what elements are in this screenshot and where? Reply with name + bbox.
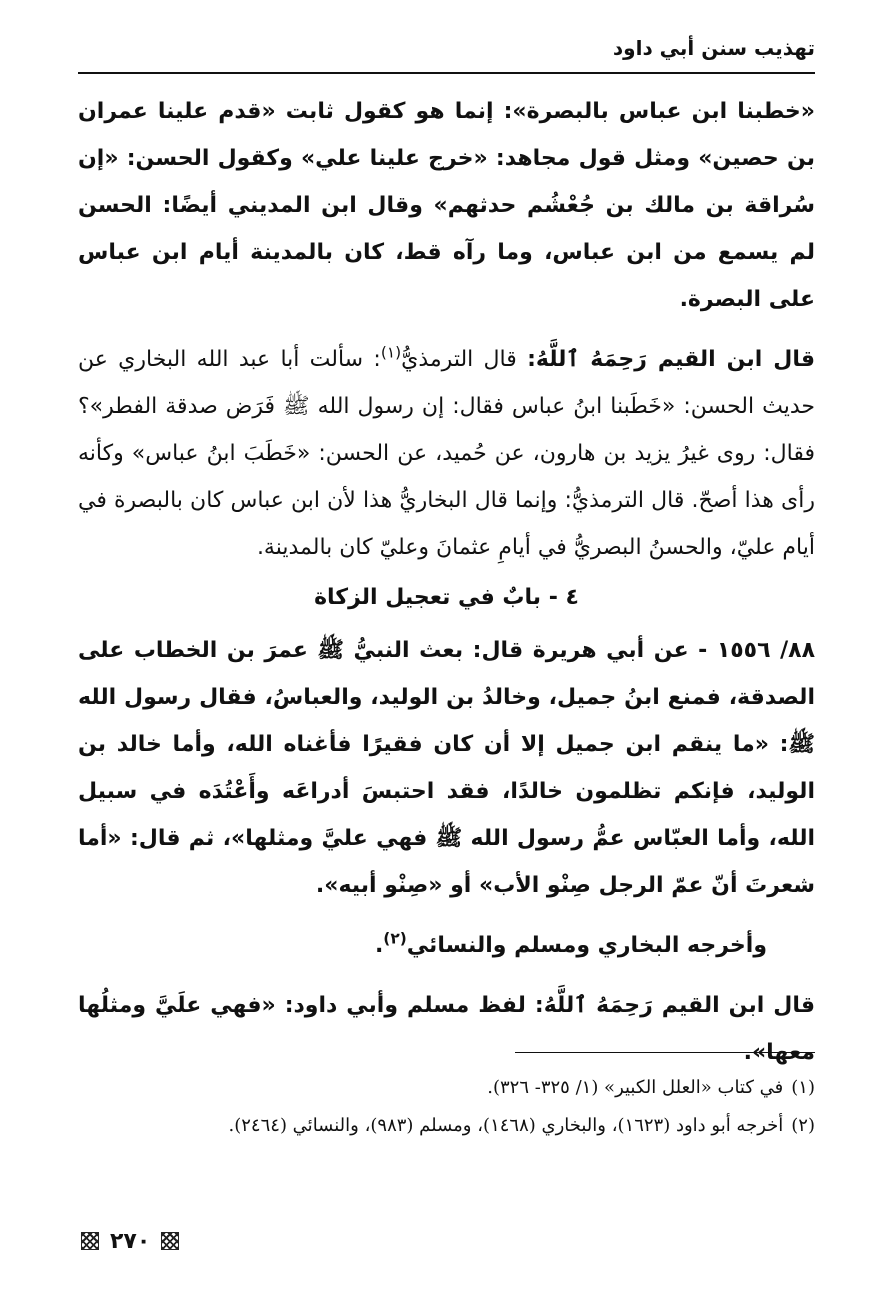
chapter-number: ٤ bbox=[565, 585, 579, 610]
chapter-title: بابٌ في تعجيل الزكاة bbox=[314, 585, 542, 610]
running-header bbox=[78, 30, 815, 74]
footnotes bbox=[78, 1052, 815, 1145]
footnote-2-text: أخرجه أبو داود (١٦٢٣)، والبخاري (١٤٦٨)، ومسلم (٩٨٣)، والنسائي (٢٤٦٤). bbox=[228, 1115, 784, 1136]
footnote-rule bbox=[515, 1052, 815, 1053]
running-title: تهذيب سنن أبي داود bbox=[612, 36, 815, 60]
takhrij-line bbox=[78, 922, 815, 969]
paragraph-1-text: «خطبنا ابن عباس بالبصرة»: إنما هو كقول ثابت «قدم علينا عمران بن حصين» ومثل قول مجاهد: «خرج علينا علي» وكقول الحسن: «إن سُراقة بن مالك بن جُعْشُم حدثهم» وقال ابن المديني أيضًا: الحسن لم يسمع من ابن عباس، وما رآه قط، كان بالمدينة أيام ابن عباس على البصرة. bbox=[78, 99, 815, 312]
ornament-left-icon bbox=[78, 1229, 102, 1253]
footnote-2-number: (٢) bbox=[791, 1115, 815, 1136]
closing-lead: قال ابن القيم رَحِمَهُ ٱللَّهُ: bbox=[534, 993, 815, 1018]
footnote-ref-1[interactable]: (١) bbox=[380, 343, 402, 362]
chapter-heading bbox=[78, 575, 815, 621]
paragraph-1 bbox=[78, 88, 815, 323]
paragraph-2-before-sup: قال الترمذيُّ bbox=[401, 347, 528, 372]
page-number: ٢٧٠ bbox=[110, 1228, 151, 1254]
footnote-2 bbox=[78, 1107, 815, 1145]
paragraph-2-text: : سألت أبا عبد الله البخاري عن حديث الحسن: «خَطَبنا ابنُ عباس فقال: إن رسول الله ﷺ فَرَض صدقة الفطر»؟ فقال: روى غيرُ يزيد بن هارون، عن حُميد، عن الحسن: «خَطَبَ ابنُ عباس» وكأنه رأى هذا أصحّ. قال الترمذيُّ: وإنما قال البخاريُّ هذا لأن ابن عباس كان بالبصرة في أيام عليّ، والحسنُ البصريُّ في أيامِ عثمانَ وعليّ كان بالمدينة. bbox=[78, 347, 815, 560]
page-body bbox=[78, 88, 815, 1076]
chapter-separator: - bbox=[548, 585, 558, 610]
footnote-1 bbox=[78, 1069, 815, 1107]
header-rule bbox=[78, 72, 815, 74]
hadith-body: ٨٨/ ١٥٥٦ - عن أبي هريرة قال: بعث النبيُّ ﷺ عمرَ بن الخطاب على الصدقة، فمنع ابنُ جميل، وخالدُ بن الوليد، والعباسُ، فقال رسول الله ﷺ: «ما ينقم ابن جميل إلا أن كان فقيرًا فأغناه الله، وأما خالد بن الوليد، فإنكم تظلمون خالدًا، فقد احتبسَ أدراعَه وأَعْتُدَه في سبيل الله، وأما العبّاس عمُّ رسول الله ﷺ فهي عليَّ ومثلها»، ثم قال: «أما شعرتَ أنّ عمّ الرجل صِنْو الأب» أو «صِنْو أبيه». bbox=[78, 638, 815, 898]
page-footer bbox=[78, 1224, 182, 1258]
paragraph-2 bbox=[78, 336, 815, 571]
footnote-ref-2[interactable]: (٢) bbox=[383, 929, 407, 948]
hadith-text bbox=[78, 627, 815, 909]
closing-text: لفظ مسلم وأبي داود: «فهي علَيَّ ومثلُها معها». bbox=[78, 993, 815, 1065]
paragraph-2-lead: قال ابن القيم رَحِمَهُ ٱللَّهُ: bbox=[527, 347, 815, 372]
ornament-right-icon bbox=[158, 1229, 182, 1253]
footnote-1-text: في كتاب «العلل الكبير» (١/ ٣٢٥- ٣٢٦). bbox=[487, 1077, 784, 1098]
footnote-1-number: (١) bbox=[791, 1077, 815, 1098]
takhrij-text: وأخرجه البخاري ومسلم والنسائي bbox=[406, 933, 767, 958]
takhrij-end: . bbox=[374, 933, 384, 958]
